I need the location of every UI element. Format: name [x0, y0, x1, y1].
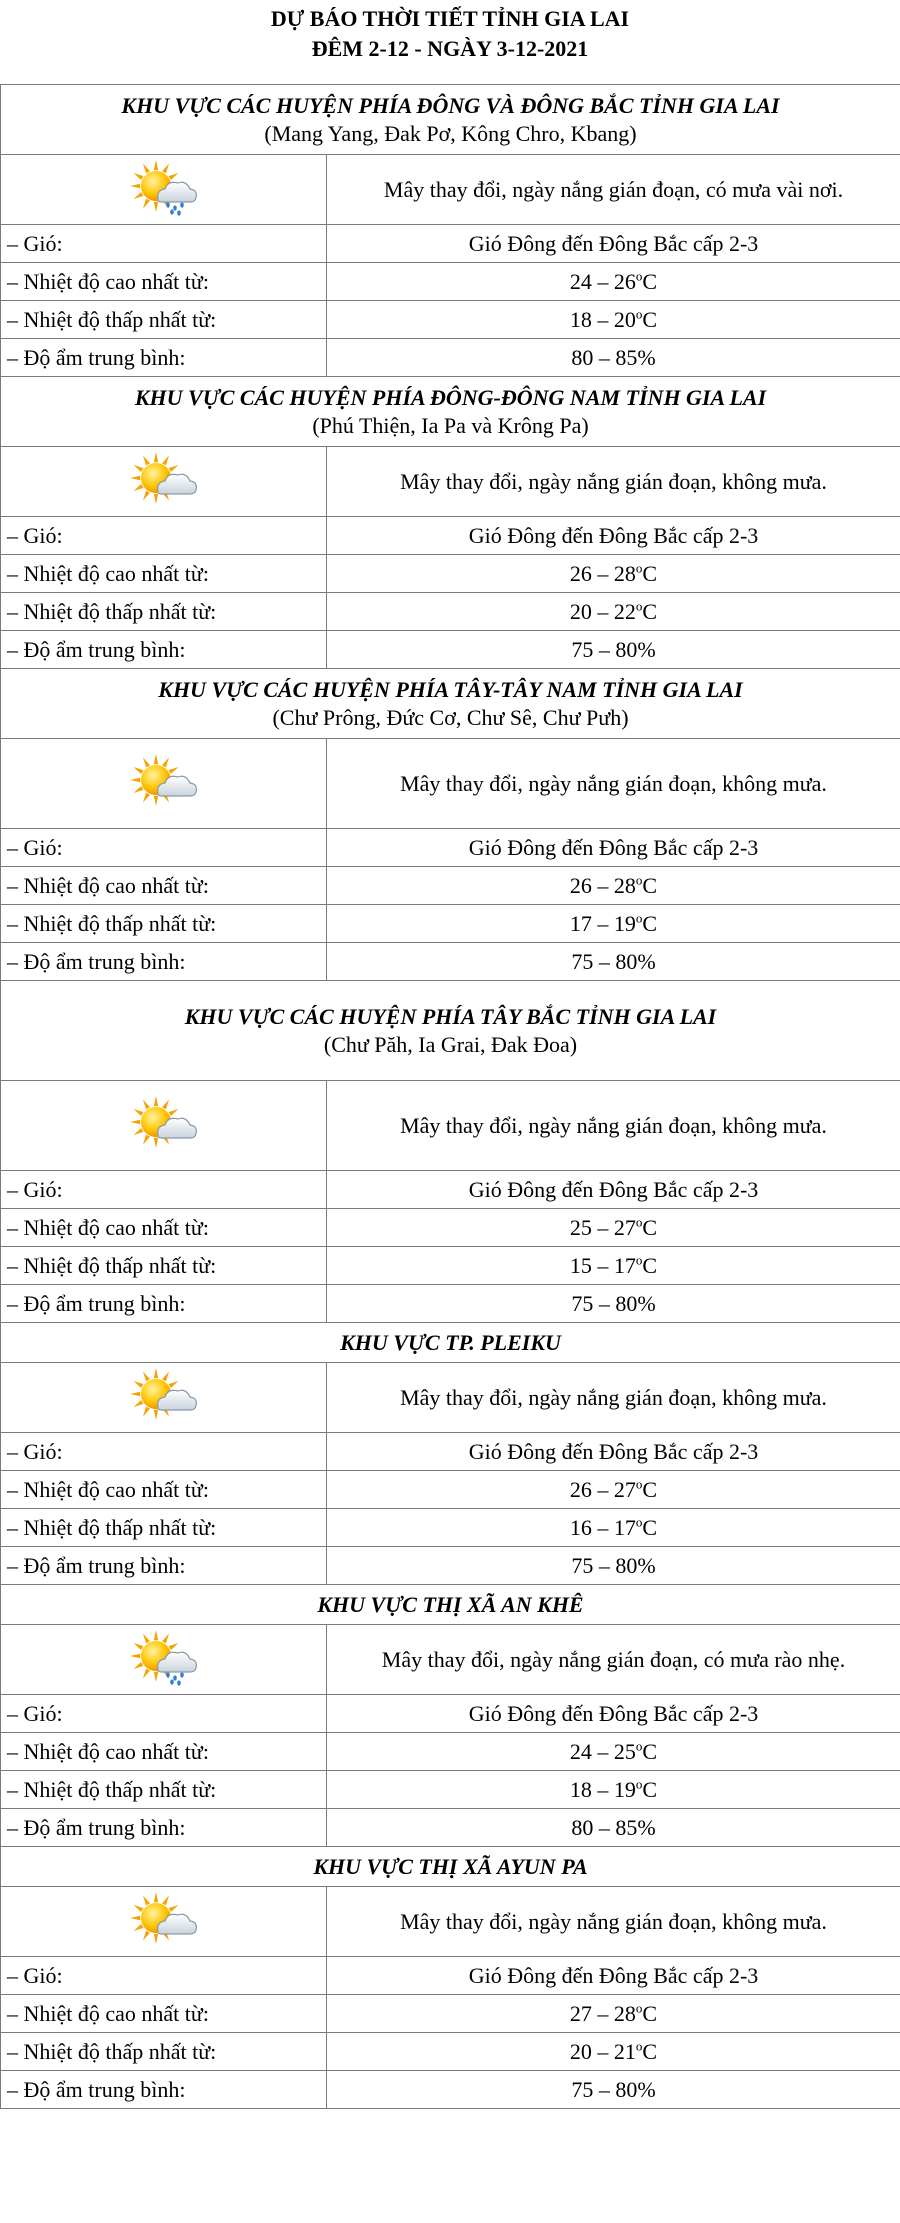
weather-description: Mây thay đổi, ngày nắng gián đoạn, không mưa.	[327, 1081, 900, 1171]
tmin-row	[1, 1247, 900, 1285]
weather-row	[1, 1625, 900, 1695]
humidity-label: – Độ ẩm trung bình:	[1, 339, 327, 377]
humidity-label: – Độ ẩm trung bình:	[1, 2071, 327, 2109]
tmin-row	[1, 593, 900, 631]
tmax-range: 26 – 27	[569, 1476, 636, 1502]
tmin-range: 18 – 20	[569, 306, 636, 332]
wind-label: – Gió:	[1, 225, 327, 263]
humidity-label: – Độ ẩm trung bình:	[1, 1285, 327, 1323]
tmin-range: 17 – 19	[569, 910, 636, 936]
humidity-row	[1, 943, 900, 981]
document-title	[0, 0, 900, 84]
wind-label: – Gió:	[1, 517, 327, 555]
temperature-unit: C	[642, 1514, 658, 1540]
tmin-value	[327, 1771, 900, 1809]
humidity-row	[1, 339, 900, 377]
region-subtitle: (Mang Yang, Đak Pơ, Kông Chro, Kbang)	[264, 120, 637, 146]
wind-row	[1, 829, 900, 867]
tmax-row	[1, 1209, 900, 1247]
temperature-unit: C	[642, 1252, 658, 1278]
region-header	[1, 669, 900, 739]
degree-sign: o	[635, 1776, 643, 1792]
wind-label: – Gió:	[1, 1695, 327, 1733]
tmax-value	[327, 1995, 900, 2033]
tmax-label: – Nhiệt độ cao nhất từ:	[1, 555, 327, 593]
humidity-label: – Độ ẩm trung bình:	[1, 631, 327, 669]
region-subtitle: (Phú Thiện, Ia Pa và Krông Pa)	[312, 412, 589, 438]
weather-icon-cell	[1, 447, 327, 517]
forecast-table	[0, 84, 900, 2109]
tmin-range: 20 – 22	[569, 598, 636, 624]
degree-sign: o	[635, 910, 643, 926]
temperature-unit: C	[642, 306, 658, 332]
temperature-unit: C	[642, 1738, 658, 1764]
wind-label: – Gió:	[1, 1433, 327, 1471]
region-name: KHU VỰC CÁC HUYỆN PHÍA ĐÔNG-ĐÔNG NAM TỈNH GIA LAI	[134, 384, 767, 410]
wind-row	[1, 1957, 900, 1995]
weather-row	[1, 739, 900, 829]
tmax-value	[327, 1471, 900, 1509]
weather-description: Mây thay đổi, ngày nắng gián đoạn, có mưa rào nhẹ.	[327, 1625, 900, 1695]
region-header	[1, 981, 900, 1081]
tmin-label: – Nhiệt độ thấp nhất từ:	[1, 905, 327, 943]
region-subtitle: (Chư Păh, Ia Grai, Đak Đoa)	[323, 1031, 578, 1057]
sun-cloud-icon	[128, 450, 200, 514]
weather-icon-cell	[1, 1887, 327, 1957]
region-header-row	[1, 1847, 900, 1887]
tmin-row	[1, 905, 900, 943]
region-header-row	[1, 377, 900, 447]
weather-row	[1, 155, 900, 225]
degree-sign: o	[635, 1476, 643, 1492]
wind-value: Gió Đông đến Đông Bắc cấp 2-3	[327, 1433, 900, 1471]
tmin-value	[327, 2033, 900, 2071]
humidity-row	[1, 1285, 900, 1323]
region-header-row	[1, 1323, 900, 1363]
wind-label: – Gió:	[1, 1957, 327, 1995]
degree-sign: o	[635, 560, 643, 576]
tmin-value	[327, 301, 900, 339]
degree-sign: o	[635, 2000, 643, 2016]
tmin-range: 16 – 17	[569, 1514, 636, 1540]
tmin-value	[327, 1509, 900, 1547]
tmax-row	[1, 1471, 900, 1509]
tmin-range: 18 – 19	[569, 1776, 636, 1802]
tmax-value	[327, 1209, 900, 1247]
sun-cloud-icon	[128, 1890, 200, 1954]
tmax-range: 24 – 25	[569, 1738, 636, 1764]
wind-value: Gió Đông đến Đông Bắc cấp 2-3	[327, 1957, 900, 1995]
wind-value: Gió Đông đến Đông Bắc cấp 2-3	[327, 225, 900, 263]
weather-description: Mây thay đổi, ngày nắng gián đoạn, không mưa.	[327, 1363, 900, 1433]
tmin-row	[1, 1771, 900, 1809]
humidity-row	[1, 1547, 900, 1585]
temperature-unit: C	[642, 872, 658, 898]
region-header	[1, 1847, 900, 1887]
sun-cloud-rain-icon	[128, 1628, 200, 1692]
region-header-row	[1, 85, 900, 155]
weather-icon-cell	[1, 155, 327, 225]
degree-sign: o	[635, 306, 643, 322]
temperature-unit: C	[642, 910, 658, 936]
tmax-label: – Nhiệt độ cao nhất từ:	[1, 1209, 327, 1247]
region-header	[1, 1585, 900, 1625]
tmax-row	[1, 1995, 900, 2033]
region-header-row	[1, 981, 900, 1081]
weather-description: Mây thay đổi, ngày nắng gián đoạn, không mưa.	[327, 447, 900, 517]
tmax-label: – Nhiệt độ cao nhất từ:	[1, 1995, 327, 2033]
degree-sign: o	[635, 1738, 643, 1754]
region-header	[1, 85, 900, 155]
temperature-unit: C	[642, 1476, 658, 1502]
tmin-row	[1, 1509, 900, 1547]
humidity-label: – Độ ẩm trung bình:	[1, 943, 327, 981]
tmin-label: – Nhiệt độ thấp nhất từ:	[1, 1509, 327, 1547]
wind-row	[1, 1433, 900, 1471]
wind-value: Gió Đông đến Đông Bắc cấp 2-3	[327, 1171, 900, 1209]
tmin-value	[327, 593, 900, 631]
tmax-label: – Nhiệt độ cao nhất từ:	[1, 1733, 327, 1771]
region-header-row	[1, 669, 900, 739]
humidity-value: 80 – 85%	[327, 1809, 900, 1847]
degree-sign: o	[635, 598, 643, 614]
weather-row	[1, 1363, 900, 1433]
tmax-label: – Nhiệt độ cao nhất từ:	[1, 263, 327, 301]
region-name: KHU VỰC THỊ XÃ AYUN PA	[313, 1853, 588, 1879]
region-name: KHU VỰC CÁC HUYỆN PHÍA ĐÔNG VÀ ĐÔNG BẮC TỈNH GIA LAI	[121, 92, 780, 118]
sun-cloud-icon	[128, 752, 200, 816]
tmax-value	[327, 263, 900, 301]
title-line-2: ĐÊM 2-12 - NGÀY 3-12-2021	[311, 36, 589, 61]
temperature-unit: C	[642, 268, 658, 294]
humidity-value: 75 – 80%	[327, 943, 900, 981]
tmax-range: 26 – 28	[569, 872, 636, 898]
degree-sign: o	[635, 268, 643, 284]
weather-row	[1, 1081, 900, 1171]
tmax-row	[1, 263, 900, 301]
tmin-label: – Nhiệt độ thấp nhất từ:	[1, 1247, 327, 1285]
tmax-value	[327, 1733, 900, 1771]
temperature-unit: C	[642, 560, 658, 586]
tmin-label: – Nhiệt độ thấp nhất từ:	[1, 1771, 327, 1809]
wind-row	[1, 1695, 900, 1733]
humidity-label: – Độ ẩm trung bình:	[1, 1547, 327, 1585]
wind-value: Gió Đông đến Đông Bắc cấp 2-3	[327, 829, 900, 867]
weather-icon-cell	[1, 1625, 327, 1695]
tmax-label: – Nhiệt độ cao nhất từ:	[1, 867, 327, 905]
wind-row	[1, 1171, 900, 1209]
weather-description: Mây thay đổi, ngày nắng gián đoạn, không mưa.	[327, 739, 900, 829]
tmax-range: 27 – 28	[569, 2000, 636, 2026]
tmin-label: – Nhiệt độ thấp nhất từ:	[1, 301, 327, 339]
tmin-range: 20 – 21	[569, 2038, 636, 2064]
temperature-unit: C	[642, 598, 658, 624]
tmax-range: 24 – 26	[569, 268, 636, 294]
tmax-range: 25 – 27	[569, 1214, 636, 1240]
temperature-unit: C	[642, 2000, 658, 2026]
humidity-row	[1, 631, 900, 669]
region-name: KHU VỰC THỊ XÃ AN KHÊ	[317, 1591, 584, 1617]
tmax-row	[1, 1733, 900, 1771]
tmax-row	[1, 555, 900, 593]
region-name: KHU VỰC CÁC HUYỆN PHÍA TÂY BẮC TỈNH GIA LAI	[184, 1003, 717, 1029]
temperature-unit: C	[642, 2038, 658, 2064]
degree-sign: o	[635, 1214, 643, 1230]
humidity-label: – Độ ẩm trung bình:	[1, 1809, 327, 1847]
weather-icon-cell	[1, 739, 327, 829]
region-subtitle: (Chư Prông, Đức Cơ, Chư Sê, Chư Pưh)	[272, 704, 629, 730]
humidity-value: 75 – 80%	[327, 2071, 900, 2109]
degree-sign: o	[635, 872, 643, 888]
tmax-value	[327, 867, 900, 905]
degree-sign: o	[635, 1514, 643, 1530]
title-line-1: DỰ BÁO THỜI TIẾT TỈNH GIA LAI	[270, 6, 630, 31]
region-name: KHU VỰC CÁC HUYỆN PHÍA TÂY-TÂY NAM TỈNH GIA LAI	[158, 676, 743, 702]
degree-sign: o	[635, 1252, 643, 1268]
wind-value: Gió Đông đến Đông Bắc cấp 2-3	[327, 1695, 900, 1733]
tmax-range: 26 – 28	[569, 560, 636, 586]
tmin-range: 15 – 17	[569, 1252, 636, 1278]
tmax-row	[1, 867, 900, 905]
weather-row	[1, 1887, 900, 1957]
temperature-unit: C	[642, 1776, 658, 1802]
humidity-row	[1, 2071, 900, 2109]
region-name: KHU VỰC TP. PLEIKU	[340, 1329, 561, 1355]
weather-row	[1, 447, 900, 517]
region-header-row	[1, 1585, 900, 1625]
humidity-value: 75 – 80%	[327, 1547, 900, 1585]
degree-sign: o	[635, 2038, 643, 2054]
sun-cloud-rain-icon	[128, 158, 200, 222]
weather-icon-cell	[1, 1081, 327, 1171]
temperature-unit: C	[642, 1214, 658, 1240]
tmax-value	[327, 555, 900, 593]
humidity-value: 75 – 80%	[327, 631, 900, 669]
wind-label: – Gió:	[1, 1171, 327, 1209]
tmin-row	[1, 2033, 900, 2071]
weather-description: Mây thay đổi, ngày nắng gián đoạn, có mưa vài nơi.	[327, 155, 900, 225]
tmin-label: – Nhiệt độ thấp nhất từ:	[1, 593, 327, 631]
wind-row	[1, 517, 900, 555]
tmin-value	[327, 1247, 900, 1285]
region-header	[1, 1323, 900, 1363]
tmin-value	[327, 905, 900, 943]
sun-cloud-icon	[128, 1094, 200, 1158]
humidity-value: 75 – 80%	[327, 1285, 900, 1323]
region-header	[1, 377, 900, 447]
humidity-row	[1, 1809, 900, 1847]
humidity-value: 80 – 85%	[327, 339, 900, 377]
wind-label: – Gió:	[1, 829, 327, 867]
tmin-label: – Nhiệt độ thấp nhất từ:	[1, 2033, 327, 2071]
tmin-row	[1, 301, 900, 339]
weather-description: Mây thay đổi, ngày nắng gián đoạn, không mưa.	[327, 1887, 900, 1957]
wind-row	[1, 225, 900, 263]
weather-icon-cell	[1, 1363, 327, 1433]
tmax-label: – Nhiệt độ cao nhất từ:	[1, 1471, 327, 1509]
wind-value: Gió Đông đến Đông Bắc cấp 2-3	[327, 517, 900, 555]
sun-cloud-icon	[128, 1366, 200, 1430]
